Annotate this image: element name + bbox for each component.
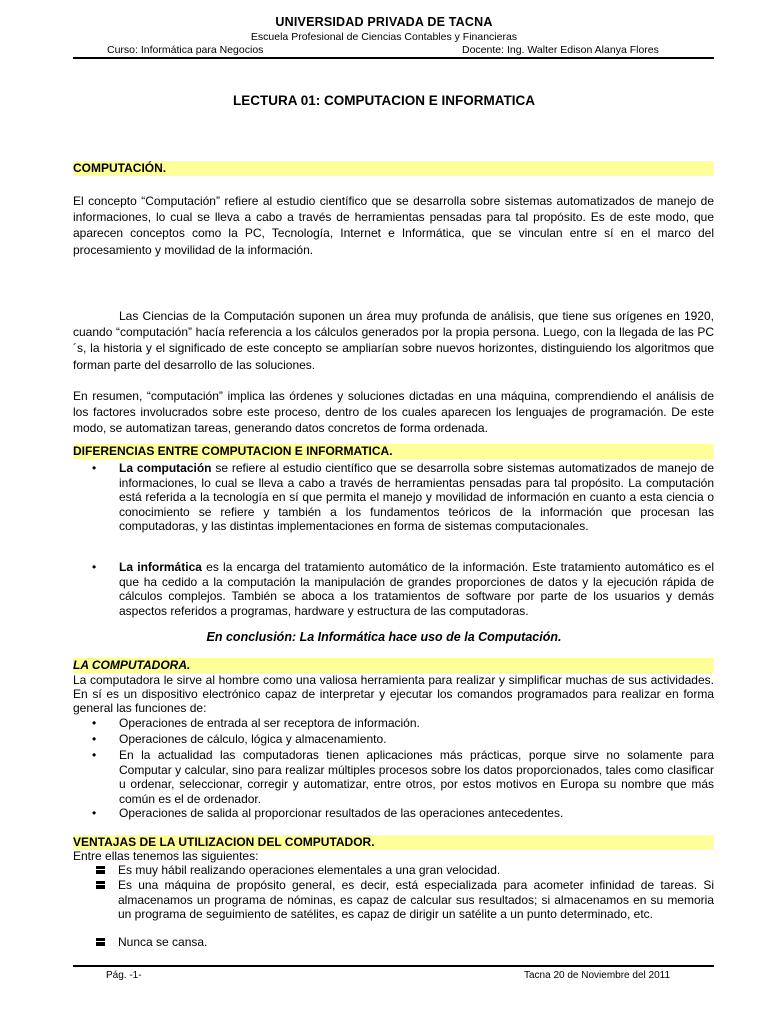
university-name: UNIVERSIDAD PRIVADA DE TACNA bbox=[275, 15, 493, 29]
section-heading-ventajas: VENTAJAS DE LA UTILIZACION DEL COMPUTADOR. bbox=[73, 835, 714, 850]
list-item-ventaja: Nunca se cansa. bbox=[96, 935, 714, 950]
square-bullet-icon bbox=[96, 881, 105, 889]
list-item-funcion: • Operaciones de entrada al ser receptora de información. bbox=[92, 716, 420, 730]
paragraph-ciencias: Las Ciencias de la Computación suponen un área muy profunda de análisis, que tiene sus orígenes en 1920, cuando “computación” hacía referencia a los cálculos generados por la propia persona. Luego, con la llegada de las PC´s, la historia y el significado de este concepto se ampliarían sobre nuevos horizontes, distinguiendo los algoritmos que forman parte del desarrollo de las soluciones. bbox=[73, 309, 714, 372]
list-item-funcion: • Operaciones de salida al proporcionar resultados de las operaciones antecedentes. bbox=[92, 806, 564, 820]
bullet-dot-icon: • bbox=[92, 560, 97, 574]
section-heading-computadora: LA COMPUTADORA. bbox=[73, 658, 714, 673]
list-item-informatica bbox=[92, 560, 714, 618]
footer-divider bbox=[73, 965, 714, 967]
paragraph-computadora: La computadora le sirve al hombre como una valiosa herramienta para realizar y simplificar muchas de sus actividades. En sí es un dispositivo electrónico capaz de interpretar y ejecutar los comandos programados para realizar en forma general las funciones de: bbox=[73, 673, 714, 715]
section-heading-diferencias: DIFERENCIAS ENTRE COMPUTACION E INFORMATICA. bbox=[73, 444, 714, 459]
list-item-ventaja: Es muy hábil realizando operaciones elementales a una gran velocidad. bbox=[96, 863, 714, 878]
paragraph-ventajas-intro: Entre ellas tenemos las siguientes: bbox=[73, 849, 259, 863]
definition-informatica: es la encarga del tratamiento automático de la información. Este tratamiento automático es el que ha cedido a la computación la manipulación de grandes proporciones de datos y la ejecución rápida de cálculos complejos. También se aboca a los tratamientos de software por parte de los usuarios y demás aspectos referidos a programas, hardware y estructura de las computadoras. bbox=[119, 560, 714, 618]
bullet-dot-icon: • bbox=[92, 732, 97, 746]
header-divider bbox=[73, 57, 714, 59]
conclusion-text: En conclusión: La Informática hace uso de la Computación. bbox=[206, 630, 562, 644]
paragraph-concepto: El concepto “Computación” refiere al estudio científico que se desarrolla sobre sistemas automatizados de manejo de informaciones, lo cual se lleva a cabo a través de herramientas pensadas para tal propósito. Es de este modo, que aparecen conceptos como la PC, Tecnología, Internet e Informática, que se vinculan entre sí en el marco del procesamiento y movilidad de la información. bbox=[73, 194, 714, 257]
list-item-funcion: • Operaciones de cálculo, lógica y almacenamiento. bbox=[92, 732, 387, 746]
course-name: Curso: Informática para Negocios bbox=[107, 44, 264, 56]
square-bullet-icon bbox=[96, 866, 105, 874]
definition-computacion: se refiere al estudio científico que se desarrolla sobre sistemas automatizados de manejo de informaciones, lo cual se lleva a cabo a través de herramientas pensadas para tal propósito. La computación está referida a la tecnología en sí que permita el manejo y movilidad de información en cuanto a esta ciencia o conocimiento se refiere y también a los fundamentos teóricos de la información que procesan las computadoras, y las distintas implementaciones en forma de sistemas computacionales. bbox=[119, 461, 715, 534]
list-item-ventaja: Es una máquina de propósito general, es decir, está especializada para acometer infinidad de tareas. Si almacenamos un programa de nóminas, es capaz de calcular sus resultados; si almacenamos en su memoria un programa de seguimiento de satélites, es capaz de dirigir un satélite a un punto determinado, etc. bbox=[96, 878, 714, 922]
bullet-dot-icon: • bbox=[92, 806, 97, 820]
page-number: Pág. -1- bbox=[106, 970, 142, 981]
footer-date: Tacna 20 de Noviembre del 2011 bbox=[524, 970, 671, 981]
square-bullet-icon bbox=[96, 938, 105, 946]
teacher-name: Docente: Ing. Walter Edison Alanya Flores bbox=[462, 44, 659, 56]
term-computacion: La computación bbox=[119, 461, 212, 475]
paragraph-resumen: En resumen, “computación” implica las órdenes y soluciones dictadas en una máquina, comprendiendo el análisis de los factores involucrados sobre este proceso, dentro de los cuales aparecen los lenguajes de programación. De este modo, se automatizan tareas, generando datos concretos de forma ordenada. bbox=[73, 389, 714, 436]
section-heading-computacion: COMPUTACIÓN. bbox=[73, 161, 714, 176]
list-item-computacion bbox=[92, 461, 714, 534]
document-title: LECTURA 01: COMPUTACION E INFORMATICA bbox=[233, 93, 535, 108]
list-item-funcion: • En la actualidad las computadoras tienen aplicaciones más prácticas, porque sirve no solamente para Computar y calcular, sino para realizar múltiples procesos sobre los datos proporcionados, tales como clasificar u ordenar, seleccionar, corregir y automatizar, entre otros, por estos motivos en Europa su nombre que más común es el de ordenador. bbox=[92, 748, 714, 806]
term-informatica: La informática bbox=[119, 560, 202, 574]
school-name: Escuela Profesional de Ciencias Contables y Financieras bbox=[250, 31, 518, 43]
bullet-dot-icon: • bbox=[92, 748, 97, 762]
bullet-dot-icon: • bbox=[92, 461, 97, 475]
bullet-dot-icon: • bbox=[92, 716, 97, 730]
